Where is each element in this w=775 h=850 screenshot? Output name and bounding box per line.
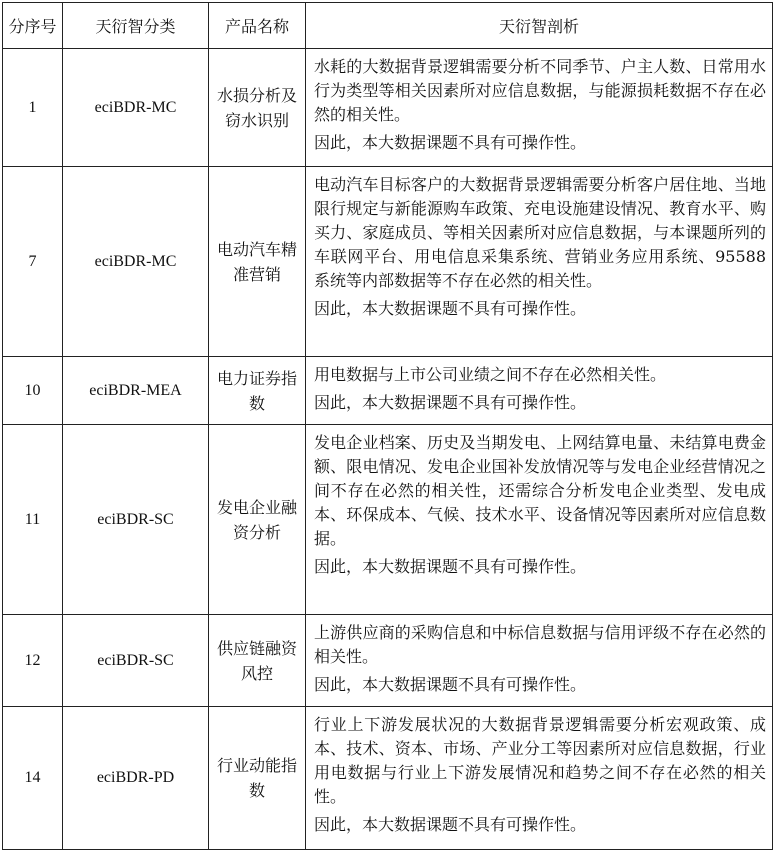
table-row xyxy=(3,167,773,357)
header-seq: 分序号 xyxy=(3,3,63,49)
cell-product: 发电企业融资分析 xyxy=(209,425,306,615)
cell-product: 电动汽车精准营销 xyxy=(209,167,306,357)
table-row xyxy=(3,425,773,615)
cell-analysis xyxy=(306,615,773,707)
cell-category: eciBDR-MEA xyxy=(63,357,209,425)
cell-seq: 1 xyxy=(3,49,63,167)
analysis-text: 用电数据与上市公司业绩之间不存在必然相关性。 xyxy=(314,365,667,384)
analysis-conclusion: 因此，本大数据课题不具有可操作性。 xyxy=(314,557,587,576)
cell-analysis xyxy=(306,167,773,357)
analysis-text: 行业上下游发展状况的大数据背景逻辑需要分析宏观政策、成本、技术、资本、市场、产业分工等因素所对应信息数据，行业用电数据与行业上下游发展情况和趋势之间不存在必然的相关性。 xyxy=(314,715,766,806)
cell-product: 水损分析及窃水识别 xyxy=(209,49,306,167)
cell-product: 电力证券指数 xyxy=(209,357,306,425)
analysis-conclusion: 因此，本大数据课题不具有可操作性。 xyxy=(314,299,587,318)
analysis-conclusion: 因此，本大数据课题不具有可操作性。 xyxy=(314,133,587,152)
analysis-conclusion: 因此，本大数据课题不具有可操作性。 xyxy=(314,393,587,412)
table-row xyxy=(3,707,773,850)
cell-seq: 11 xyxy=(3,425,63,615)
cell-analysis xyxy=(306,707,773,850)
table-header xyxy=(3,3,773,49)
analysis-conclusion: 因此，本大数据课题不具有可操作性。 xyxy=(314,675,587,694)
cell-analysis xyxy=(306,425,773,615)
header-category: 天衍智分类 xyxy=(63,3,209,49)
analysis-text: 发电企业档案、历史及当期发电、上网结算电量、未结算电费金额、限电情况、发电企业国补发放情况等与发电企业经营情况之间不存在必然的相关性，还需综合分析发电企业类型、发电成本、环保成本、气候、技术水平、设备情况等因素所对应信息数据。 xyxy=(314,433,766,548)
analysis-text: 电动汽车目标客户的大数据背景逻辑需要分析客户居住地、当地限行规定与新能源购车政策、充电设施建设情况、教育水平、购买力、家庭成员、等相关因素所对应信息数据，与本课题所列的车联网平台、用电信息采集系统、营销业务应用系统、95588 系统等内部数据等不存在必然的相关性。 xyxy=(314,175,766,290)
table-row xyxy=(3,615,773,707)
cell-category: eciBDR-MC xyxy=(63,167,209,357)
table-row xyxy=(3,357,773,425)
cell-analysis xyxy=(306,49,773,167)
table-row xyxy=(3,49,773,167)
cell-product: 行业动能指数 xyxy=(209,707,306,850)
cell-product: 供应链融资风控 xyxy=(209,615,306,707)
analysis-text: 水耗的大数据背景逻辑需要分析不同季节、户主人数、日常用水行为类型等相关因素所对应信息数据，与能源损耗数据不存在必然的相关性。 xyxy=(314,57,766,124)
cell-seq: 14 xyxy=(3,707,63,850)
cell-seq: 10 xyxy=(3,357,63,425)
cell-seq: 12 xyxy=(3,615,63,707)
cell-category: eciBDR-PD xyxy=(63,707,209,850)
cell-category: eciBDR-SC xyxy=(63,425,209,615)
cell-analysis xyxy=(306,357,773,425)
header-analysis: 天衍智剖析 xyxy=(306,3,773,49)
cell-category: eciBDR-MC xyxy=(63,49,209,167)
cell-category: eciBDR-SC xyxy=(63,615,209,707)
header-product: 产品名称 xyxy=(209,3,306,49)
analysis-table xyxy=(2,2,773,850)
analysis-conclusion: 因此，本大数据课题不具有可操作性。 xyxy=(314,815,587,834)
cell-seq: 7 xyxy=(3,167,63,357)
analysis-text: 上游供应商的采购信息和中标信息数据与信用评级不存在必然的相关性。 xyxy=(314,623,766,666)
